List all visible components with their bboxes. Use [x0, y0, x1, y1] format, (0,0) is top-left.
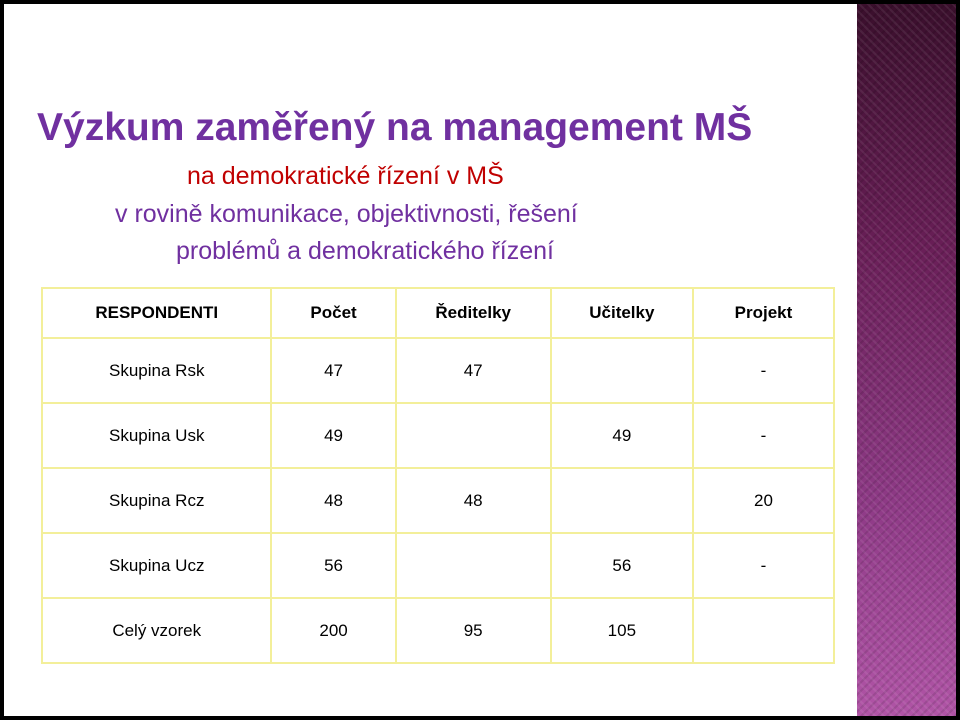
- slide: [4, 4, 956, 716]
- table-header-row: [42, 288, 834, 338]
- subtitle-line-2: v rovině komunikace, objektivnosti, řešení: [115, 200, 578, 228]
- table-cell: [551, 468, 693, 533]
- table-cell: 48: [396, 468, 551, 533]
- table-cell: Skupina Rcz: [42, 468, 271, 533]
- table-cell: [396, 533, 551, 598]
- table-row: [42, 468, 834, 533]
- table-cell: -: [693, 403, 834, 468]
- table-row: [42, 533, 834, 598]
- slide-title: Výzkum zaměřený na management MŠ: [37, 106, 753, 149]
- table-row: [42, 338, 834, 403]
- table-cell: 49: [271, 403, 395, 468]
- table-cell: 47: [396, 338, 551, 403]
- table-cell: -: [693, 338, 834, 403]
- table-cell: [396, 403, 551, 468]
- decorative-side-band: [857, 4, 956, 716]
- subtitle-line-1: na demokratické řízení v MŠ: [187, 162, 504, 190]
- table-row: [42, 403, 834, 468]
- table-cell: 105: [551, 598, 693, 663]
- table-cell: -: [693, 533, 834, 598]
- table-cell: 200: [271, 598, 395, 663]
- table-cell: [551, 338, 693, 403]
- header-ucitelky: Učitelky: [551, 288, 693, 338]
- table-cell: Celý vzorek: [42, 598, 271, 663]
- table-cell: Skupina Rsk: [42, 338, 271, 403]
- header-respondenti: RESPONDENTI: [42, 288, 271, 338]
- header-projekt: Projekt: [693, 288, 834, 338]
- table-cell: 56: [271, 533, 395, 598]
- table-cell: 47: [271, 338, 395, 403]
- table-cell: 56: [551, 533, 693, 598]
- table-cell: Skupina Usk: [42, 403, 271, 468]
- table-row: [42, 598, 834, 663]
- table-cell: 20: [693, 468, 834, 533]
- respondents-table: [41, 287, 835, 664]
- table-cell: 49: [551, 403, 693, 468]
- table-cell: 48: [271, 468, 395, 533]
- table-cell: Skupina Ucz: [42, 533, 271, 598]
- subtitle-line-3: problémů a demokratického řízení: [176, 237, 554, 265]
- header-reditelky: Ředitelky: [396, 288, 551, 338]
- header-pocet: Počet: [271, 288, 395, 338]
- table-cell: [693, 598, 834, 663]
- table-cell: 95: [396, 598, 551, 663]
